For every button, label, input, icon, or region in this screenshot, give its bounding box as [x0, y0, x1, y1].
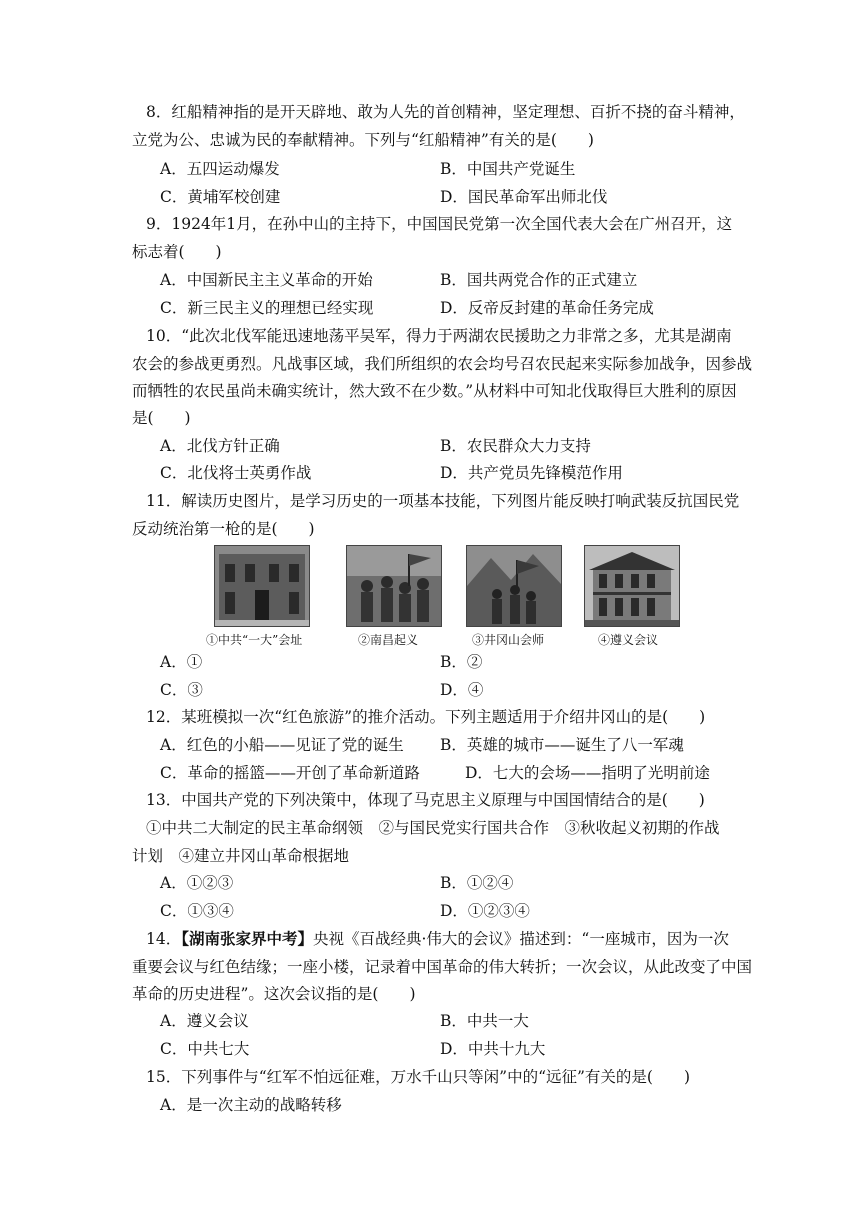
q8-option-b: B．中国共产党诞生: [440, 160, 576, 178]
caption-2: ②南昌起义: [358, 633, 419, 647]
q8-option-c: C．黄埔军校创建: [160, 188, 281, 206]
q10-option-c: C．北伐将士英勇作战: [160, 464, 312, 482]
q12-option-c: C．革命的摇篮——开创了革命新道路: [160, 764, 420, 782]
zunyi-building-icon: [585, 546, 679, 626]
building-photo-icon: [215, 546, 309, 626]
photo-nanchang-uprising: [346, 545, 442, 627]
q14-option-d: D．中共十九大: [440, 1040, 546, 1058]
q8-option-a: A．五四运动爆发: [160, 160, 280, 178]
caption-3: ③井冈山会师: [472, 633, 545, 647]
q11-stem-line1: 11．解读历史图片，是学习历史的一项基本技能，下列图片能反映打响武装反抗国民党: [146, 492, 740, 510]
q14-stem-line3: 革命的历史进程”。这次会议指的是( ): [132, 985, 416, 1003]
q9-stem-line2: 标志着( ): [132, 243, 222, 261]
q9-stem-line1: 9．1924年1月，在孙中山的主持下，中国国民党第一次全国代表大会在广州召开，这: [146, 215, 733, 233]
photo-zunyi-meeting: [584, 545, 680, 627]
q11-option-d: D．④: [440, 681, 484, 699]
q9-option-b: B．国共两党合作的正式建立: [440, 271, 638, 289]
q14-option-b: B．中共一大: [440, 1012, 529, 1030]
q12-option-b: B．英雄的城市——诞生了八一军魂: [440, 736, 684, 754]
q12-option-d: D．七大的会场——指明了光明前途: [465, 764, 710, 782]
q13-option-a: A．①②③: [160, 874, 234, 892]
q8-stem-line1: 8．红船精神指的是开天辟地、敢为人先的首创精神，坚定理想、百折不挠的奋斗精神，: [146, 103, 745, 121]
mountain-painting-icon: [467, 546, 561, 626]
q10-option-b: B．农民群众大力支持: [440, 437, 591, 455]
photo-first-congress-site: [214, 545, 310, 627]
q11-option-a: A．①: [160, 653, 203, 671]
q15-stem-line1: 15．下列事件与“红军不怕远征难，万水千山只等闲”中的“远征”有关的是( ): [146, 1068, 691, 1086]
q8-option-d: D．国民革命军出师北伐: [440, 188, 608, 206]
q14-source-tag: 【湖南张家界中考】: [181, 929, 313, 948]
q11-option-c: C．③: [160, 681, 203, 699]
q13-stem-line1: 13．中国共产党的下列决策中，体现了马克思主义原理与中国国情结合的是( ): [146, 791, 705, 809]
q14-option-a: A．遵义会议: [160, 1012, 249, 1030]
caption-4: ④遵义会议: [598, 633, 659, 647]
q9-option-a: A．中国新民主主义革命的开始: [160, 271, 373, 289]
crowd-painting-icon: [347, 546, 441, 626]
q10-stem-line2: 农会的参战更勇烈。凡战事区域，我们所组织的农会均号召农民起来实际参加战争，因参战: [132, 355, 753, 373]
q13-option-b: B．①②④: [440, 874, 514, 892]
q14-stem-line2: 重要会议与红色结缘；一座小楼，记录着中国革命的伟大转折；一次会议，从此改变了中国: [132, 958, 753, 976]
q11-stem-line2: 反动统治第一枪的是( ): [132, 520, 315, 538]
q9-option-d: D．反帝反封建的革命任务完成: [440, 299, 654, 317]
q10-stem-line4: 是( ): [132, 409, 191, 427]
q13-option-d: D．①②③④: [440, 902, 530, 920]
q8-stem-line2: 立党为公、忠诚为民的奉献精神。下列与“红船精神”有关的是( ): [132, 131, 594, 149]
q15-option-a: A．是一次主动的战略转移: [160, 1096, 342, 1114]
q13-stem-line3: 计划 ④建立井冈山革命根据地: [132, 847, 350, 865]
q12-stem-line1: 12．某班模拟一次“红色旅游”的推介活动。下列主题适用于介绍井冈山的是( ): [146, 708, 706, 726]
q10-stem-line1: 10．“此次北伐军能迅速地荡平吴军，得力于两湖农民援助之力非常之多，尤其是湖南: [146, 327, 732, 345]
q10-option-d: D．共产党员先锋模范作用: [440, 464, 623, 482]
photo-jinggangshan-meeting: [466, 545, 562, 627]
q9-option-c: C．新三民主义的理想已经实现: [160, 299, 374, 317]
q14-stem-line1: 14．【湖南张家界中考】央视《百战经典·伟大的会议》描述到：“一座城市，因为一次: [146, 929, 729, 948]
q10-stem-line3: 而牺牲的农民虽尚未确实统计，然大致不在少数。”从材料中可知北伐取得巨大胜利的原因: [132, 382, 737, 400]
q14-stem-text: 央视《百战经典·伟大的会议》描述到：“一座城市，因为一次: [313, 930, 729, 948]
caption-1: ①中共“一大”会址: [206, 633, 303, 647]
q13-stem-line2: ①中共二大制定的民主革命纲领 ②与国民党实行国共合作 ③秋收起义初期的作战: [146, 819, 720, 837]
q11-photo-row: [200, 545, 700, 649]
q12-option-a: A．红色的小船——见证了党的诞生: [160, 736, 404, 754]
q13-option-c: C．①③④: [160, 902, 234, 920]
q10-option-a: A．北伐方针正确: [160, 437, 280, 455]
q11-option-b: B．②: [440, 653, 483, 671]
q14-option-c: C．中共七大: [160, 1040, 250, 1058]
